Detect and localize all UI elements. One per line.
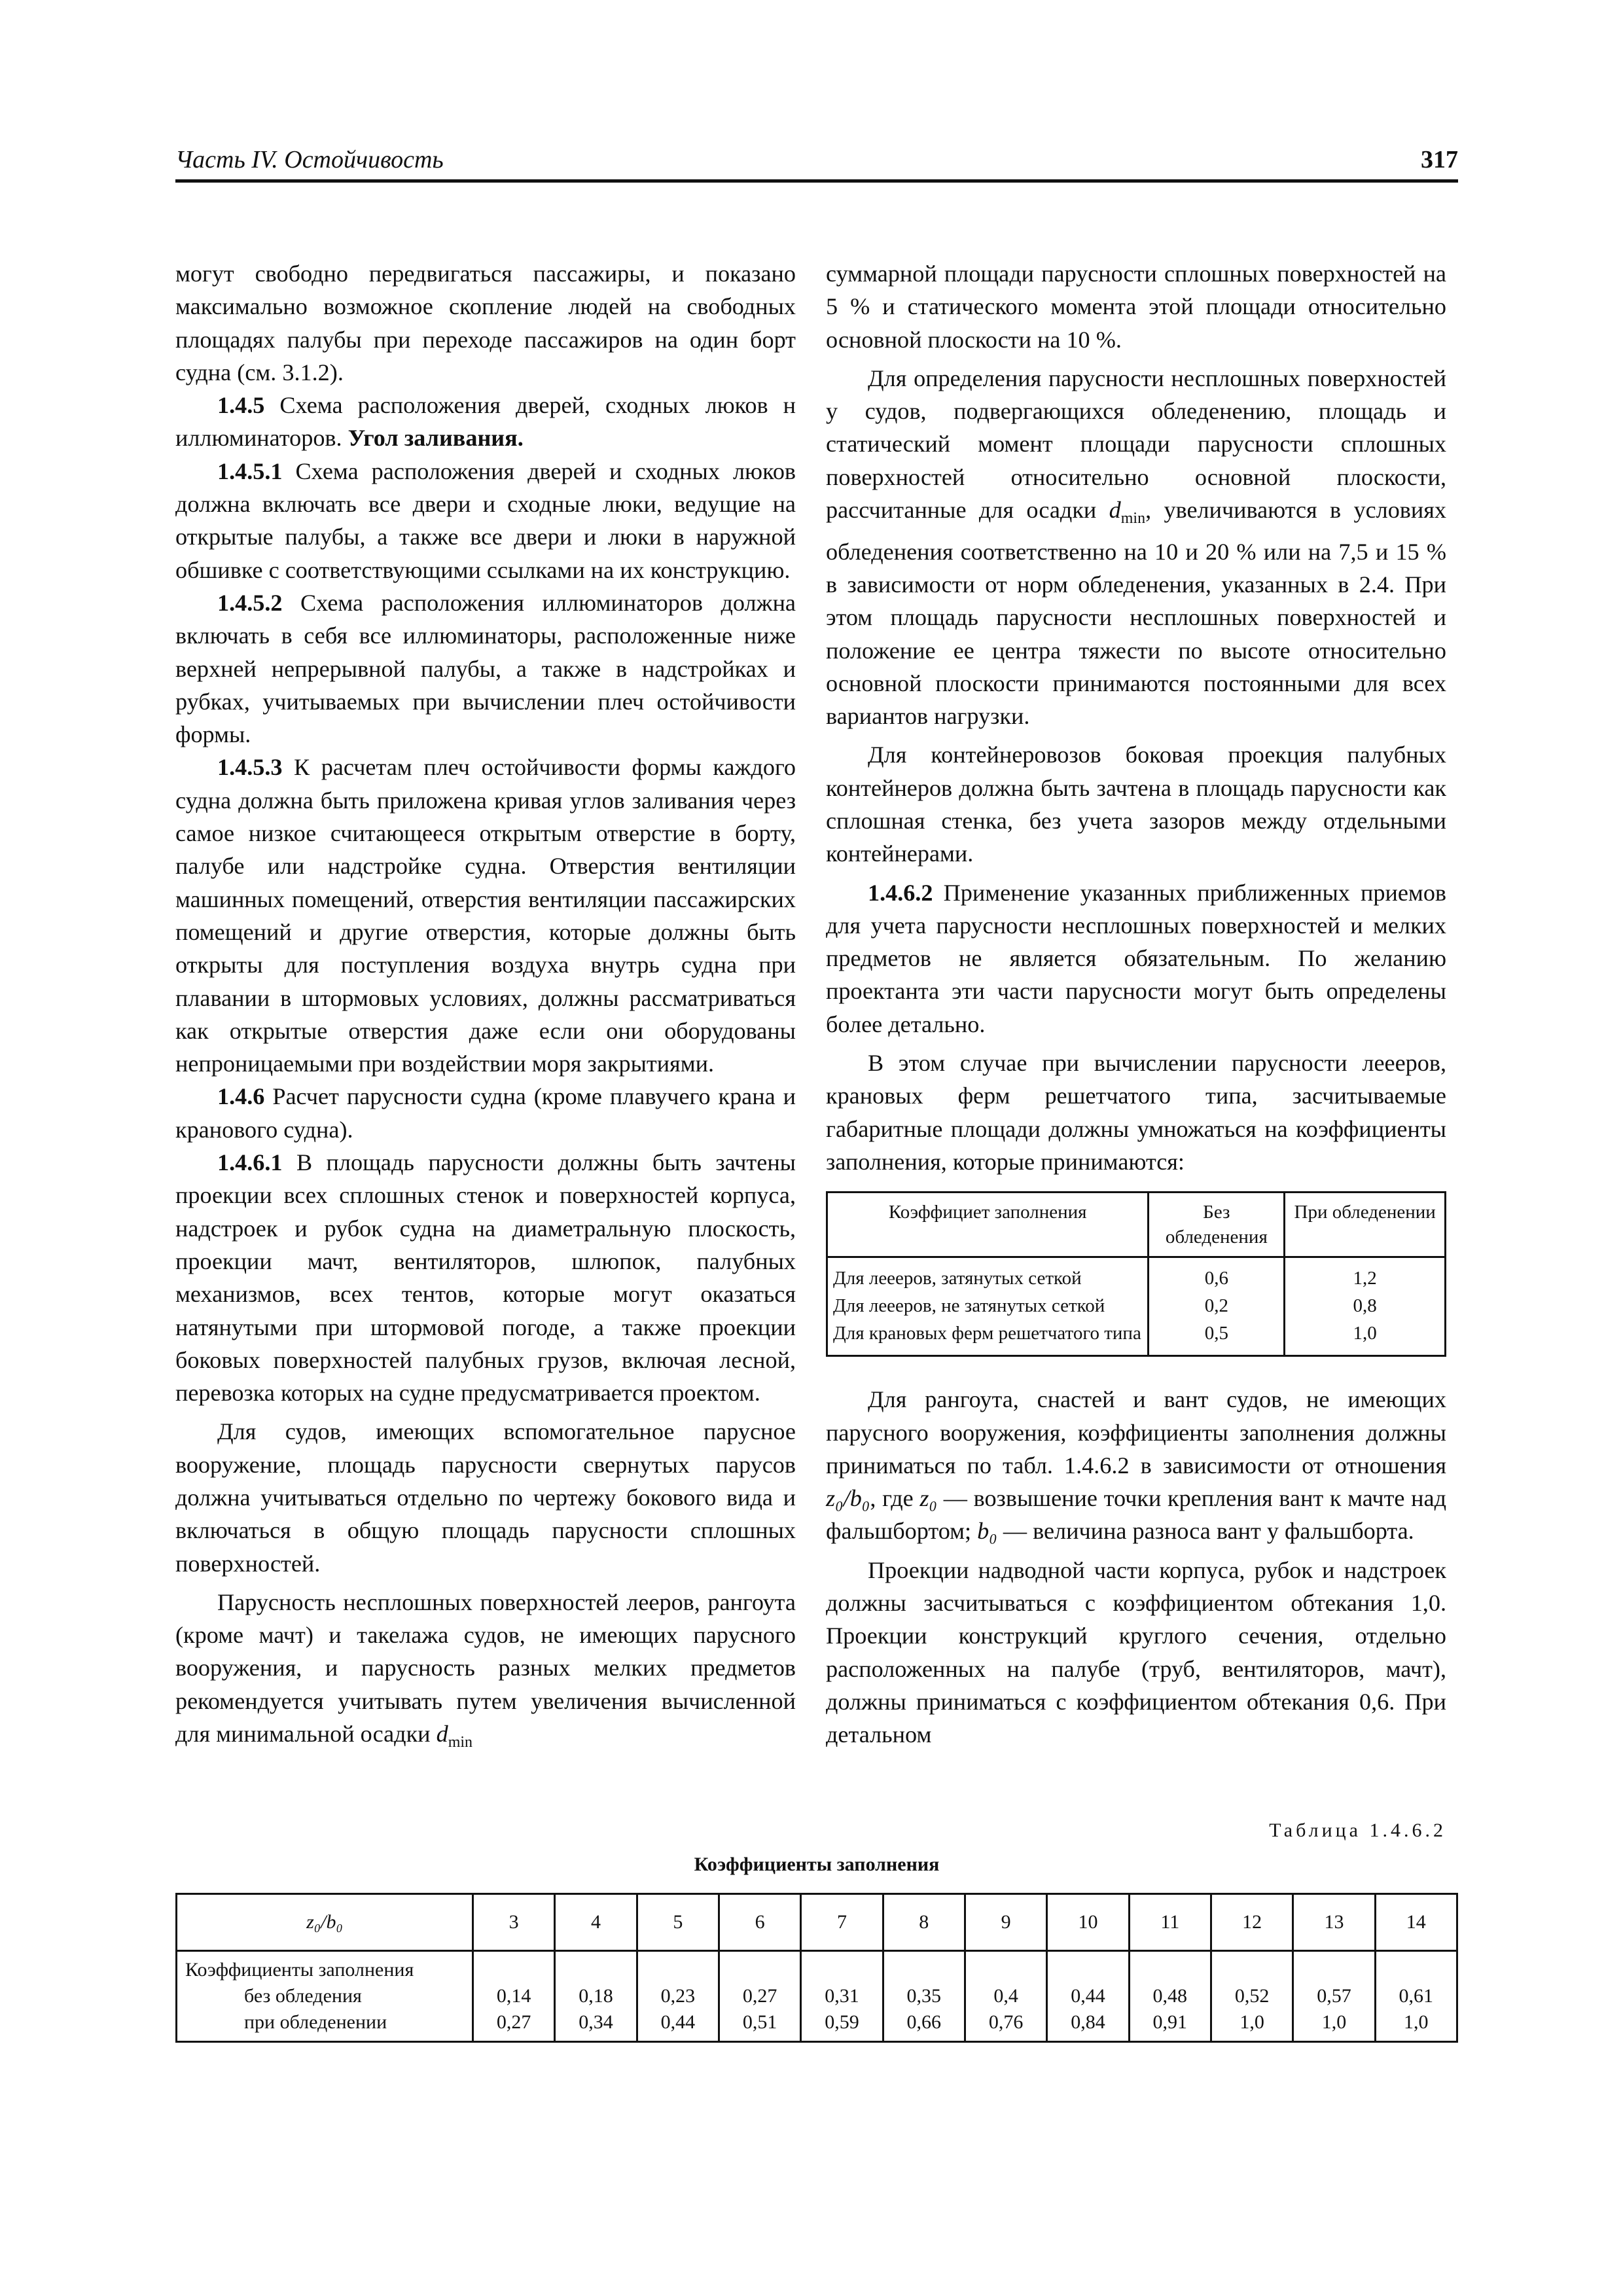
table-row: Для крановых ферм решетчатого типа 0,5 1,0 [827,1319,1446,1356]
column-header: 10 [1047,1894,1129,1951]
page-header [175,145,1458,183]
column-header: Без обледенения [1149,1193,1285,1257]
paragraph: суммарной площади парусности сплошных поверхностей на 5 % и статического момента этой площади относительно основной плоскости на 10 %. [826,260,1446,353]
column-header: Коэффициет заполнения [827,1193,1149,1257]
table-cell: 0,27 0,51 [719,1951,800,2042]
table-cell: 0,35 0,66 [883,1951,965,2042]
table-cell: 0,61 1,0 [1375,1951,1457,2042]
table-cell: 0,23 0,44 [637,1951,719,2042]
table-cell: 0,52 1,0 [1211,1951,1293,2042]
row-header: Коэффициенты заполнения без обледения при обледенении [177,1951,473,2042]
table-cell: 0,18 0,34 [555,1951,637,2042]
table-cell: 0,14 0,27 [473,1951,555,2042]
paragraph-1-4-5-1: 1.4.5.1 Схема расположения дверей и сходных люков должна включать все двери и сходные люки, ведущие на открытые палубы, а также все двери и люки в наружной обшивке с соответствующими ссылками на их конструкцию. [175,457,796,583]
paragraph: Для судов, имеющих вспомогательное парусное вооружение, площадь парусности свернутых парусов должна учитываться отдельно по чертежу бокового вида и включаться в общую площадь парусности сплошных поверхностей. [175,1418,796,1577]
paragraph: Парусность несплошных поверхностей лееров, рангоута (кроме мачт) и такелажа судов, не имеющих парусного вооружения, и парусность разных мелких предметов рекомендуется учитывать путем увеличения вычисленной для минимальной осадки $d_{min}$ [175,1588,796,1751]
table-title: Коэффициенты заполнения [694,1854,940,1875]
table-row: Для леееров, не затянутых сеткой 0,2 0,8 [827,1292,1446,1319]
ratio-header: z₀/b₀ [177,1894,473,1951]
paragraph-1-4-5-2: 1.4.5.2 Схема расположения иллюминаторов должна включать в себя все иллюминаторы, расположенные ниже верхней непрерывной палубы, а также в надстройках и рубках, учитываемых при вычислении плеч остойчивости формы. [175,589,796,748]
paragraph: Для контейнеровозов боковая проекция палубных контейнеров должна быть зачтена в площадь парусности как сплошная стенка, без учета зазоров между отдельными контейнерами. [826,742,1446,867]
section-heading-1-4-6: 1.4.6 Расчет парусности судна (кроме плавучего крана и кранового судна). [175,1083,796,1143]
table-cell: 0,48 0,91 [1129,1951,1211,2042]
column-header: 7 [801,1894,883,1951]
table-row: Для леееров, затянутых сеткой 0,6 1,2 [827,1257,1446,1293]
right-column [826,257,1446,1757]
column-header: 6 [719,1894,800,1951]
paragraph: Для определения парусности несплошных поверхностей у судов, подвергающихся обледенению, площадь и статический момент площади парусности сплошных поверхностей относительно основной плоскости, рассчитанные для осадки $d_{min}$, увеличиваются в условиях обледенения соответственно на 10 и 20 % или на 7,5 и 15 % в зависимости от норм обледенения, указанных в 2.4. При этом площадь парусности несплошных поверхностей и положение ее центра тяжести по высоте относительно основной плоскости принимаются постоянными для всех вариантов нагрузки. [826,365,1446,730]
column-header: 12 [1211,1894,1293,1951]
column-header: 13 [1293,1894,1375,1951]
column-header: 11 [1129,1894,1211,1951]
left-column [175,257,796,1765]
paragraph: В этом случае при вычислении парусности леееров, крановых ферм решетчатого типа, засчитываемые габаритные площади должны умножаться на коэффициенты заполнения, которые принимаются: [826,1050,1446,1175]
column-header: 8 [883,1894,965,1951]
paragraph-1-4-5-3: 1.4.5.3 К расчетам плеч остойчивости формы каждого судна должна быть приложена кривая углов заливания через самое низкое считающееся открытым отверстие в борту, палубе или надстройке судна. Отверстия вентиляции машинных помещений, отверстия вентиляции пассажирских помещений и другие отверстия, которые должны быть открыты для поступления воздуха внутрь судна при плавании в штормовых условиях, должны рассматриваться как открытые отверстия даже если они оборудованы непроницаемыми при воздействии моря закрытиями. [175,754,796,1077]
table-cell: 0,44 0,84 [1047,1951,1129,2042]
column-header: 14 [1375,1894,1457,1951]
column-header: При обледенении [1285,1193,1446,1257]
table-row [177,1951,1457,2042]
coefficient-table [175,1893,1458,2043]
table-header-row [177,1894,1457,1951]
paragraph-1-4-6-1: 1.4.6.1 В площадь парусности должны быть зачтены проекции всех сплошных стенок и поверхностей корпуса, надстроек и рубок судна на диаметральную плоскость, проекции мачт, вентиляторов, шлюпок, палубных механизмов, всех тентов, которые могут оказаться натянутыми при штормовой погоде, а также проекции боковых поверхностей палубных грузов, включая лесной, перевозка которых на судне предусматривается проектом. [175,1149,796,1407]
paragraph: Для рангоута, снастей и вант судов, не имеющих парусного вооружения, коэффициенты заполнения должны приниматься по табл. 1.4.6.2 в зависимости от отношения z₀/b₀, где z₀ — возвышение точки крепления вант к мачте над фальшбортом; b₀ — величина разноса вант у фальшборта. [826,1386,1447,1545]
fill-coefficient-table [826,1191,1446,1357]
column-header: 9 [965,1894,1046,1951]
section-title: Часть IV. Остойчивость [175,146,444,173]
section-heading-1-4-5: 1.4.5 Схема расположения дверей, сходных люков н иллюминаторов. Угол заливания. [175,392,796,452]
table-caption: Таблица 1.4.6.2 [1269,1820,1446,1841]
paragraph: могут свободно передвигаться пассажиры, и показано максимально возможное скопление людей на свободных площадях палубы при переходе пассажиров на один борт судна (см. 3.1.2). [175,260,796,386]
table-cell: 0,31 0,59 [801,1951,883,2042]
paragraph-1-4-6-2: 1.4.6.2 Применение указанных приближенных приемов для учета парусности несплошных поверхностей и мелких предметов не является обязательным. По желанию проектанта эти части парусности могут быть определены более детально. [826,879,1446,1037]
column-header: 4 [555,1894,637,1951]
table-cell: 0,57 1,0 [1293,1951,1375,2042]
table-cell: 0,4 0,76 [965,1951,1046,2042]
column-header: 5 [637,1894,719,1951]
page-number: 317 [1421,146,1458,173]
column-header: 3 [473,1894,555,1951]
paragraph: Проекции надводной части корпуса, рубок и надстроек должны засчитываться с коэффициентом обтекания 1,0. Проекции конструкций круглого сечения, отдельно расположенных на палубе (труб, вентиляторов, мачт), должны приниматься с коэффициентом обтекания 0,6. При детальном [826,1556,1446,1748]
